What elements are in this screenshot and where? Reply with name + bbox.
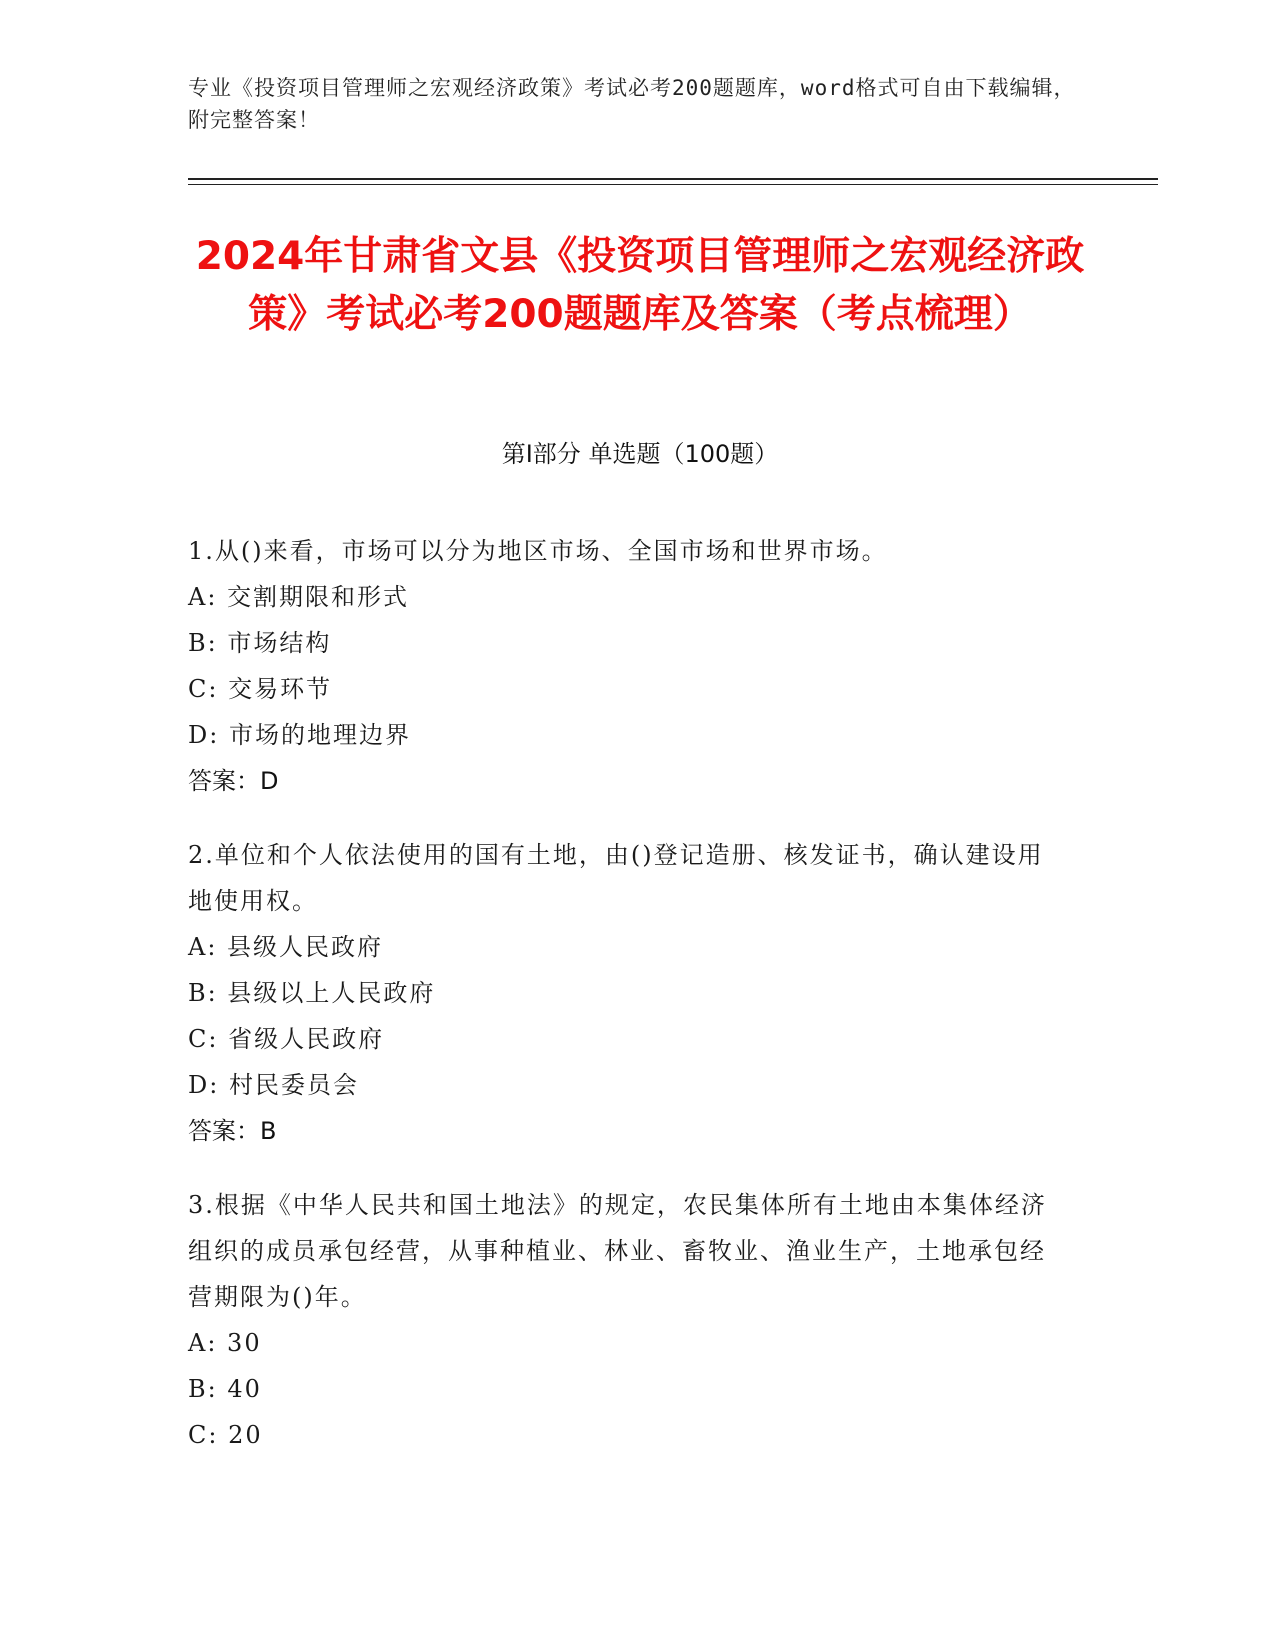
question-list xyxy=(188,528,1068,1486)
question-3 xyxy=(188,1182,1068,1458)
question-1 xyxy=(188,528,1068,804)
section-heading: 第Ⅰ部分 单选题（100题） xyxy=(501,440,779,468)
header-divider-thin xyxy=(188,184,1158,185)
option-b: B: 县级以上人民政府 xyxy=(188,979,436,1007)
question-stem: 1.从()来看，市场可以分为地区市场、全国市场和世界市场。 xyxy=(188,537,888,565)
header-note: 专业《投资项目管理师之宏观经济政策》考试必考200题题库，word格式可自由下载编辑，附完整答案！ xyxy=(188,76,1076,132)
option-c: C: 省级人民政府 xyxy=(188,1025,385,1053)
document-title: 2024年甘肃省文县《投资项目管理师之宏观经济政策》考试必考200题题库及答案（考点梳理） xyxy=(195,234,1085,337)
option-d: D: 村民委员会 xyxy=(188,1071,359,1099)
option-d: D: 市场的地理边界 xyxy=(188,721,411,749)
option-c: C: 20 xyxy=(188,1421,263,1449)
option-c: C: 交易环节 xyxy=(188,675,333,703)
question-stem: 3.根据《中华人民共和国土地法》的规定，农民集体所有土地由本集体经济组织的成员承包经营，从事种植业、林业、畜牧业、渔业生产，土地承包经营期限为()年。 xyxy=(188,1191,1047,1311)
question-2 xyxy=(188,832,1068,1154)
answer-line: 答案：D xyxy=(188,767,279,795)
option-a: A: 交割期限和形式 xyxy=(188,583,410,611)
option-a: A: 县级人民政府 xyxy=(188,933,384,961)
answer-line: 答案：B xyxy=(188,1117,277,1145)
option-a: A: 30 xyxy=(188,1329,262,1357)
option-b: B: 市场结构 xyxy=(188,629,332,657)
header-divider-thick xyxy=(188,178,1158,180)
question-stem: 2.单位和个人依法使用的国有土地，由()登记造册、核发证书，确认建设用地使用权。 xyxy=(188,841,1044,915)
option-b: B: 40 xyxy=(188,1375,262,1403)
